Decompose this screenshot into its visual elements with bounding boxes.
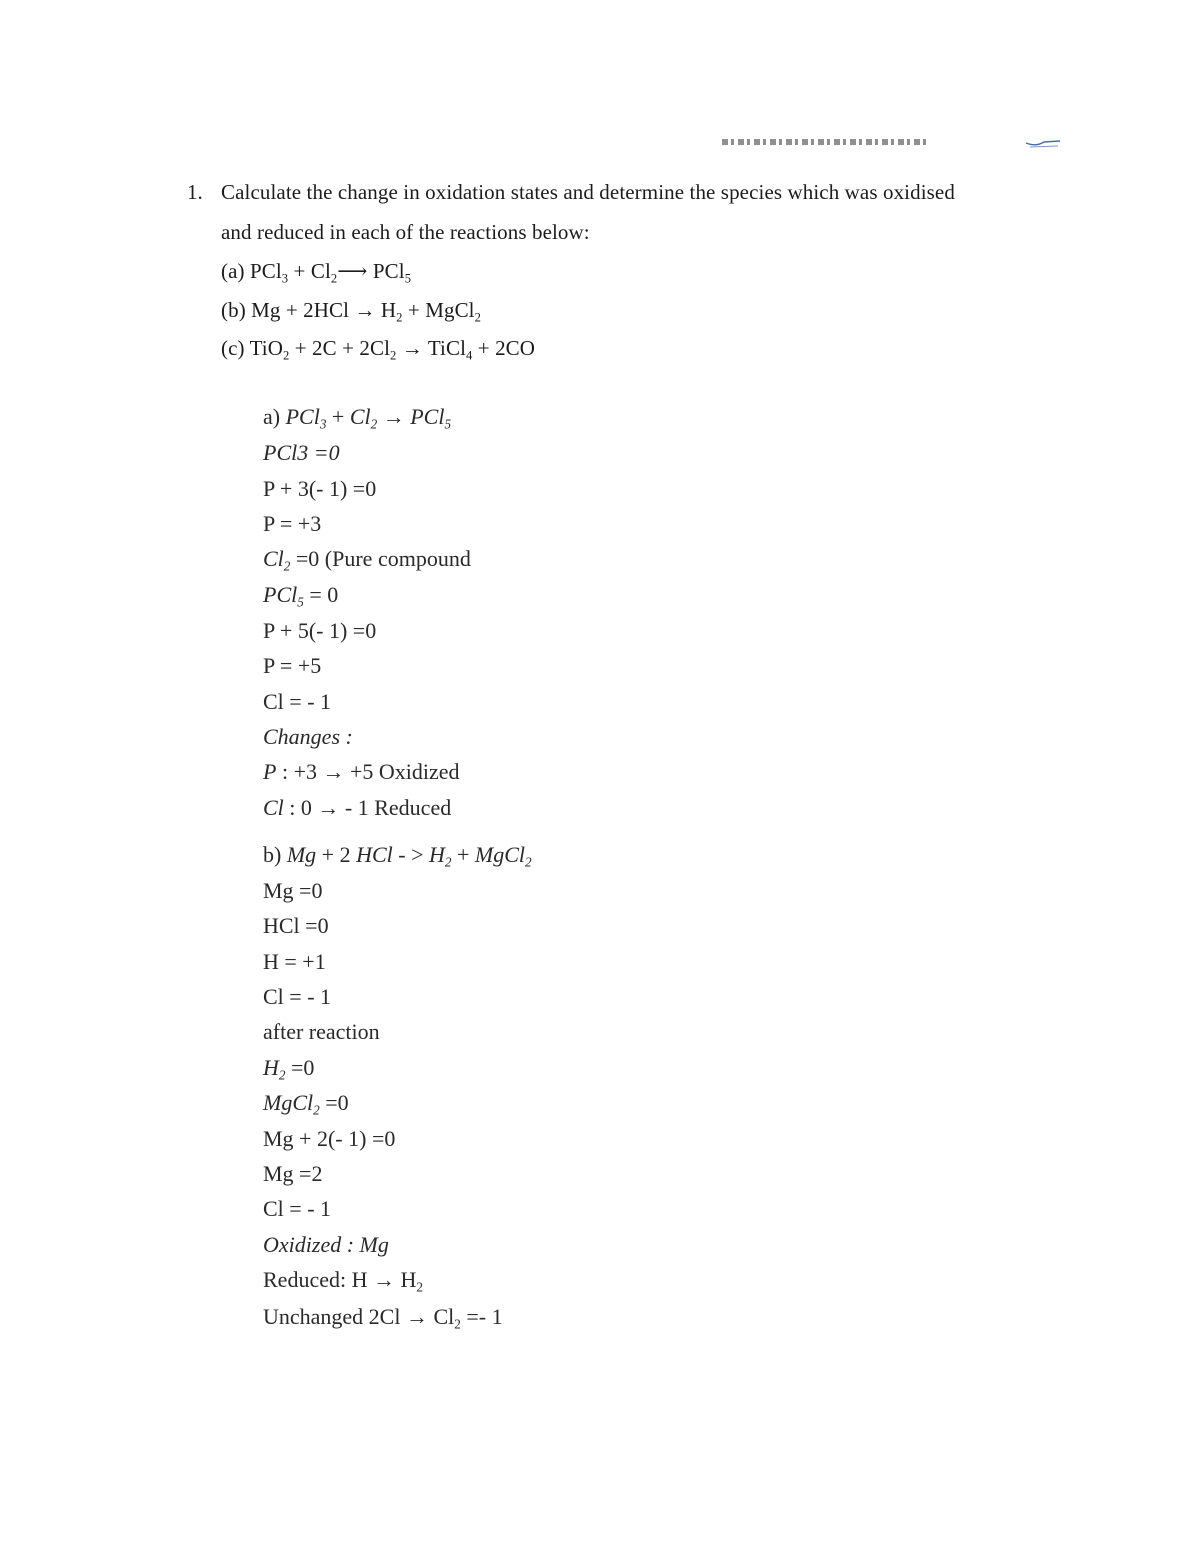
- solution-a-line-5: PCl$_5$ = 0: [263, 582, 339, 610]
- question-number: 1.: [187, 180, 203, 204]
- reaction-a-label: (a): [221, 259, 245, 283]
- reaction-a: [221, 259, 411, 284]
- solution-a-line-4: $Cl_2 =0$ (Pure compound: [263, 546, 471, 574]
- solution-b-line-13: Unchanged $2Cl \to Cl_2 =- 1$: [263, 1304, 503, 1332]
- reaction-c: [221, 336, 535, 361]
- reaction-a-rhs: PCl: [372, 259, 405, 283]
- solution-b-line-6-text: =0: [290, 1055, 315, 1080]
- reaction-c-label: (c): [221, 336, 245, 360]
- solution-a-line-1: PCl3 =0: [263, 440, 340, 465]
- solution-a-line-6: P + 5(- 1) =0: [263, 618, 377, 643]
- question-line-1: Calculate the change in oxidation states and determine the species which was oxidised: [221, 180, 955, 204]
- reaction-b-label: (b): [221, 298, 246, 322]
- reaction-c-sub1: 2: [282, 348, 290, 363]
- solution-a-prefix: a): [263, 404, 286, 429]
- reaction-a-arrow: ⟶: [337, 259, 368, 283]
- reaction-b: [221, 298, 481, 323]
- solution-b-line-9: Mg =2: [263, 1161, 323, 1186]
- solution-a-line-5-text: = 0: [309, 582, 339, 607]
- solution-b-line-3: H = +1: [263, 949, 326, 974]
- reaction-b-sub2: 2: [474, 310, 482, 325]
- solution-a-line-2: P + 3(- 1) =0: [263, 476, 377, 501]
- solution-b-line-13-value: =- 1: [466, 1304, 503, 1329]
- solution-b-line-1: Mg =0: [263, 878, 323, 903]
- solution-b-line-13-text: Unchanged 2Cl → Cl: [263, 1304, 455, 1329]
- solution-a-header: a) $PCl_3 + Cl_2 \to PCl_5$: [263, 404, 452, 432]
- reaction-a-plus: + Cl: [288, 259, 331, 283]
- solution-a-line-8: Cl = - 1: [263, 689, 332, 714]
- reaction-a-lhs1: PCl: [249, 259, 282, 283]
- header-copyright-text: [722, 139, 927, 145]
- solution-b-line-11: Oxidized : Mg: [263, 1232, 389, 1257]
- reaction-c-text3: → TiCl: [396, 336, 467, 360]
- solution-b-line-10: Cl = - 1: [263, 1196, 332, 1221]
- solution-a-line-9: Changes :: [263, 724, 353, 749]
- reaction-a-sub2: 2: [330, 271, 338, 286]
- publisher-logo-icon: [1024, 137, 1062, 151]
- solution-b-line-7-text: =0: [325, 1090, 349, 1115]
- solution-a-line-7: P = +5: [263, 653, 322, 678]
- solution-a-line-10-text: +3 → +5 Oxidized: [293, 759, 460, 784]
- reaction-b-sub1: 2: [396, 310, 403, 325]
- solution-a-line-10: P : +3 → +5 Oxidized: [263, 759, 460, 784]
- solution-a-line-4-text: =0 (Pure compound: [295, 546, 471, 571]
- reaction-c-sub2: 2: [390, 348, 397, 363]
- solution-b-line-7: MgCl$_2$ =0: [263, 1090, 349, 1118]
- reaction-c-text4: + 2CO: [472, 336, 536, 360]
- reaction-c-text2: + 2C + 2Cl: [289, 336, 391, 360]
- solution-b-line-2: HCl =0: [263, 913, 329, 938]
- solution-b-header: b) Mg + 2 HCl - > $H_2$ + MgCl$_2$: [263, 842, 532, 870]
- solution-b-line-6: $H_2 =0$: [263, 1055, 315, 1083]
- question-line-2: and reduced in each of the reactions below:: [221, 220, 590, 244]
- reaction-b-text2: + MgCl: [402, 298, 475, 322]
- reaction-c-sub3: 4: [466, 348, 473, 363]
- reaction-c-text1: TiO: [249, 336, 283, 360]
- solution-a-line-11-text: 0 → - 1 Reduced: [300, 795, 452, 820]
- solution-b-prefix: b): [263, 842, 287, 867]
- solution-b-line-8: Mg + 2(- 1) =0: [263, 1126, 396, 1151]
- solution-a-line-11: Cl : 0 → - 1 Reduced: [263, 795, 452, 820]
- solution-b-line-5: after reaction: [263, 1019, 380, 1044]
- reaction-a-sub1: 3: [281, 271, 289, 286]
- reaction-b-text1: Mg + 2HCl → H: [251, 298, 397, 322]
- solution-b-line-12-text: Reduced: H → H: [263, 1267, 417, 1292]
- solution-b-line-4: Cl = - 1: [263, 984, 332, 1009]
- reaction-a-sub3: 5: [404, 271, 412, 286]
- solution-b-line-12: Reduced: $H \to H_2$: [263, 1267, 423, 1295]
- solution-a-line-3: P = +3: [263, 511, 322, 536]
